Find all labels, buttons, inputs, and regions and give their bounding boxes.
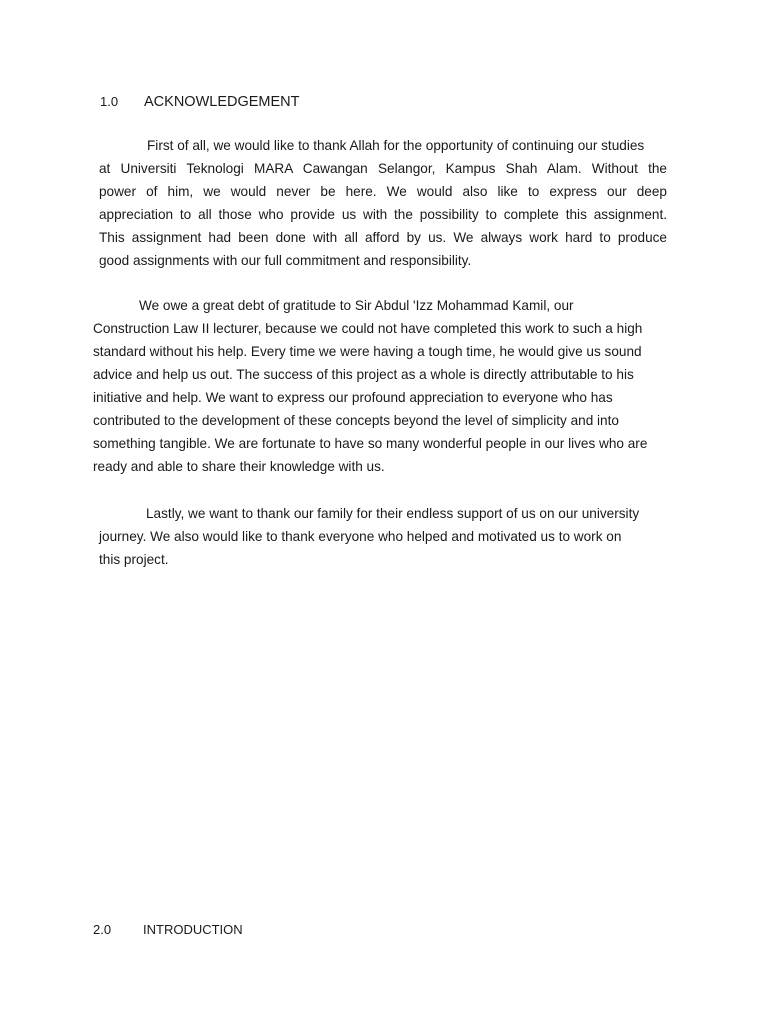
paragraph-line: appreciation to all those who provide us with the possibility to complete this assignment. [99, 207, 667, 222]
paragraph-line: ready and able to share their knowledge with us. [93, 459, 385, 474]
acknowledgement-paragraph-3 [99, 502, 668, 571]
paragraph-line: advice and help us out. The success of this project as a whole is directly attributable to his [93, 367, 634, 382]
section-number: 1.0 [100, 94, 119, 109]
paragraph-line: First of all, we would like to thank Allah for the opportunity of continuing our studies [147, 138, 645, 153]
paragraph-line: initiative and help. We want to express our profound appreciation to everyone who has [93, 390, 613, 405]
paragraph-line: standard without his help. Every time we were having a tough time, he would give us sound [93, 344, 642, 359]
section-number: 2.0 [93, 922, 112, 937]
paragraph-line: power of him, we would never be here. We would also like to express our deep [99, 184, 667, 199]
paragraph-line: Lastly, we want to thank our family for their endless support of us on our university [146, 506, 640, 521]
paragraph-line: Construction Law II lecturer, because we could not have completed this work to such a high [93, 321, 643, 336]
section-title: ACKNOWLEDGEMENT [144, 94, 300, 110]
section-heading-introduction [93, 920, 243, 939]
section-heading-acknowledgement [100, 92, 300, 111]
paragraph-line: good assignments with our full commitment and responsibility. [99, 253, 472, 268]
paragraph-line: contributed to the development of these concepts beyond the level of simplicity and into [93, 413, 619, 428]
paragraph-line: journey. We also would like to thank everyone who helped and motivated us to work on [99, 529, 622, 544]
acknowledgement-paragraph-2 [93, 294, 673, 478]
acknowledgement-paragraph-1 [99, 134, 667, 272]
paragraph-line: at Universiti Teknologi MARA Cawangan Selangor, Kampus Shah Alam. Without the [99, 161, 667, 176]
section-title: INTRODUCTION [143, 922, 243, 937]
paragraph-line: something tangible. We are fortunate to have so many wonderful people in our lives who are [93, 436, 648, 451]
paragraph-line: This assignment had been done with all afford by us. We always work hard to produce [99, 230, 667, 245]
paragraph-line: We owe a great debt of gratitude to Sir Abdul 'Izz Mohammad Kamil, our [139, 298, 574, 313]
paragraph-line: this project. [99, 552, 169, 567]
